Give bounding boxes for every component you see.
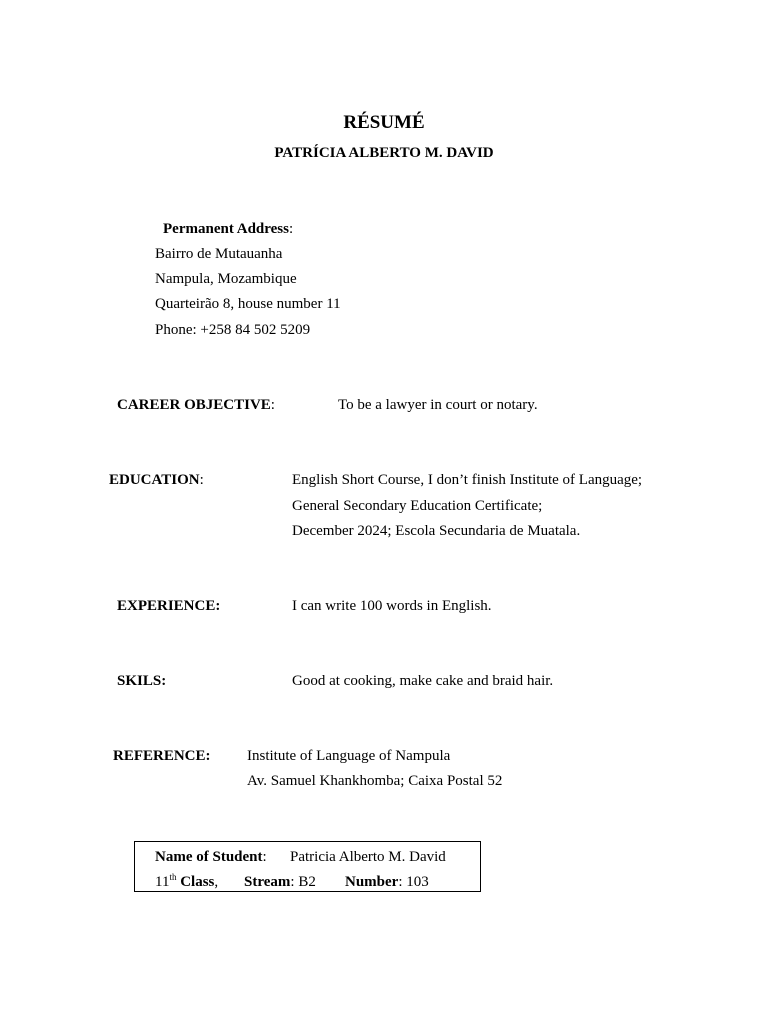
education-line: December 2024; Escola Secundaria de Muatala. <box>292 523 581 539</box>
class-number: 11 <box>155 874 170 890</box>
number-value: 103 <box>406 874 429 890</box>
skills-label: SKILS: <box>117 673 167 689</box>
stream-colon: : <box>290 874 295 890</box>
address-line: Bairro de Mutauanha <box>155 246 283 262</box>
education-line: English Short Course, I don’t finish Institute of Language; <box>292 472 643 488</box>
stream-value: B2 <box>298 874 316 890</box>
class-ordinal-suffix: th <box>169 872 177 882</box>
reference-label: REFERENCE: <box>113 748 211 764</box>
address-phone: Phone: +258 84 502 5209 <box>155 322 311 338</box>
student-class <box>155 873 218 891</box>
student-name-colon: : <box>262 849 267 865</box>
education-line: General Secondary Education Certificate; <box>292 498 543 514</box>
experience-label: EXPERIENCE: <box>117 598 221 614</box>
education-heading <box>109 471 204 489</box>
address-line: Nampula, Mozambique <box>155 271 297 287</box>
candidate-name: PATRÍCIA ALBERTO M. DAVID <box>274 145 494 161</box>
address-colon: : <box>288 221 294 237</box>
career-label: CAREER OBJECTIVE <box>117 397 271 413</box>
career-heading <box>117 396 275 414</box>
document-title: RÉSUMÉ <box>343 112 425 133</box>
address-label: Permanent Address <box>163 221 289 237</box>
class-label: Class <box>180 874 215 890</box>
address-line: Quarteirão 8, house number 11 <box>155 296 341 312</box>
career-value: To be a lawyer in court or notary. <box>338 397 538 413</box>
education-colon: : <box>199 472 204 488</box>
reference-line: Institute of Language of Nampula <box>247 748 451 764</box>
number-label: Number <box>345 874 399 890</box>
student-name-label: Name of Student <box>155 849 263 865</box>
career-colon: : <box>270 397 275 413</box>
student-number <box>345 873 429 891</box>
stream-label: Stream <box>244 874 291 890</box>
student-name-row <box>155 848 267 866</box>
experience-value: I can write 100 words in English. <box>292 598 492 614</box>
number-colon: : <box>398 874 403 890</box>
skills-value: Good at cooking, make cake and braid hair. <box>292 673 554 689</box>
student-stream <box>244 873 316 891</box>
address-heading <box>163 220 293 238</box>
student-name-value: Patricia Alberto M. David <box>290 849 446 865</box>
class-comma: , <box>214 874 219 890</box>
reference-line: Av. Samuel Khankhomba; Caixa Postal 52 <box>247 773 503 789</box>
education-label: EDUCATION <box>109 472 200 488</box>
